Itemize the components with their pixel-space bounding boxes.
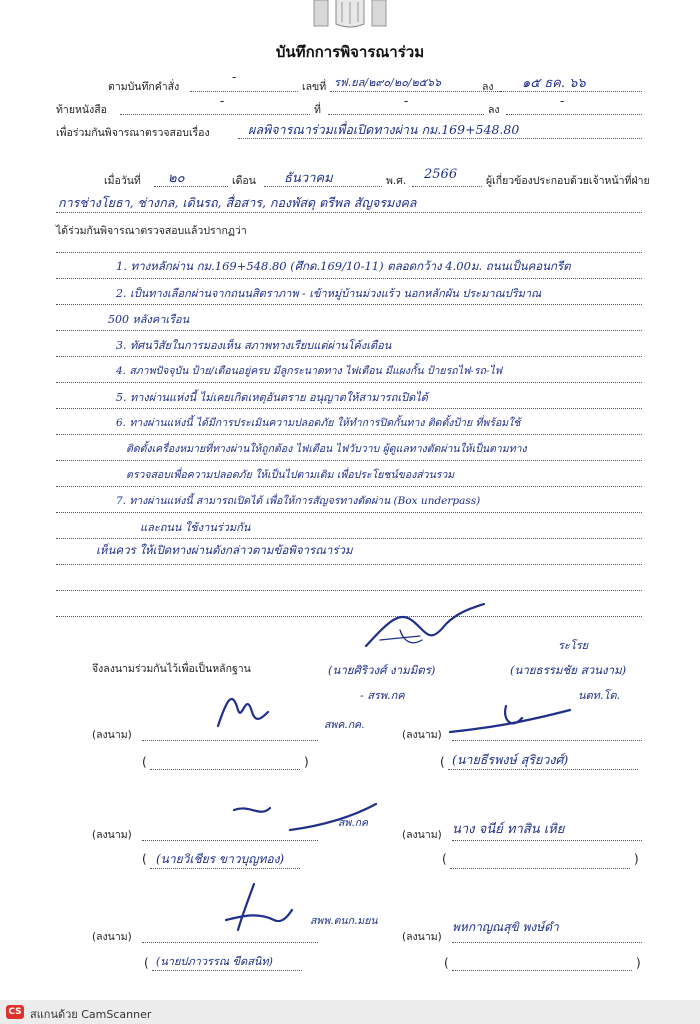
year-label: พ.ศ. bbox=[386, 175, 407, 187]
year-value: 2566 bbox=[424, 167, 458, 182]
sign-label-3: (ลงนาม) bbox=[92, 829, 132, 841]
signatory-1-title: สพค.กค. bbox=[324, 719, 365, 731]
order-label: ตามบันทึกคำสั่ง bbox=[108, 81, 180, 93]
day-label: เมื่อวันที่ bbox=[104, 175, 141, 187]
result-label: ได้ร่วมกันพิจารณาตรวจสอบแล้วปรากฏว่า bbox=[56, 225, 247, 237]
reference-value: - bbox=[220, 94, 225, 108]
finding-7-cont: และถนน ใช้งานร่วมกัน bbox=[140, 521, 251, 534]
number-value: รฟ.ยล/๒๙๐/๒๐/๒๕๖๖ bbox=[334, 76, 442, 89]
signatory-4-name: นาง จนีย์ ทาสิน เหิย bbox=[452, 822, 565, 837]
closing-text: จึงลงนามร่วมกันไว้เพื่อเป็นหลักฐาน bbox=[92, 663, 251, 675]
month-label: เดือน bbox=[232, 175, 256, 187]
finding-2-cont: 500 หลังคาเรือน bbox=[108, 313, 190, 326]
footer-text: สแกนด้วย CamScanner bbox=[30, 1008, 152, 1021]
finding-6: 6. ทางผ่านแห่งนี้ ได้มีการประเมินความปลอดภัย ให้ทำการปิดกั้นทาง ติดตั้งป้าย ที่พร้อมใช้ bbox=[116, 417, 521, 429]
reference-date-label: ลง bbox=[488, 104, 500, 116]
document-title: บันทึกการพิจารณาร่วม bbox=[275, 43, 425, 61]
signatory-6-name: พหกาญณสุขิ พงษ์ดำ bbox=[452, 920, 559, 934]
number-label: เลขที่ bbox=[302, 81, 327, 93]
sign-label-5: (ลงนาม) bbox=[92, 931, 132, 943]
signature-top-left bbox=[360, 600, 490, 656]
finding-3: 3. ทัศนวิสัยในการมองเห็น สภาพทางเรียบแต่ผ่านโค้งเตือน bbox=[116, 339, 392, 352]
emblem-icon bbox=[306, 0, 394, 30]
camscanner-icon: CS bbox=[6, 1005, 24, 1019]
signatory-3-title: สพ.กค bbox=[338, 817, 369, 829]
purpose-value: ผลพิจารณาร่วมเพื่อเปิดทางผ่าน กม.169+548.80 bbox=[248, 122, 520, 137]
reference-no-label: ที่ bbox=[314, 104, 321, 116]
finding-5: 5. ทางผ่านแห่งนี้ ไม่เคยเกิดเหตุอันตราย อนุญาตให้สามารถเปิดได้ bbox=[116, 391, 428, 404]
date-value: ๑๕ ธค. ๖๖ bbox=[522, 76, 586, 91]
purpose-label: เพื่อร่วมกันพิจารณาตรวจสอบเรื่อง bbox=[56, 127, 210, 139]
signatory-2-name: (นายธีรพงษ์ สุริยวงศ์) bbox=[452, 752, 569, 767]
sign-label-4: (ลงนาม) bbox=[402, 829, 442, 841]
top-right-note: ระโรย bbox=[558, 639, 589, 652]
signature-2 bbox=[446, 700, 576, 740]
participants-value: การช่างโยธา, ช่างกล, เดินรถ, สื่อสาร, กองพัสดุ ตรีพล สัญจรมงคล bbox=[58, 195, 417, 210]
top-right-name: (นายธรรมชัย สวนงาม) bbox=[510, 663, 627, 677]
participants-label: ผู้เกี่ยวข้องประกอบด้วยเจ้าหน้าที่ฝ่าย bbox=[486, 175, 650, 187]
finding-1: 1. ทางหลักผ่าน กม.169+548.80 (ศึกด.169/10-11) ตลอดกว้าง 4.00ม. ถนนเป็นคอนกรีต bbox=[116, 259, 571, 273]
finding-7: 7. ทางผ่านแห่งนี้ สามารถเปิดได้ เพื่อให้การสัญจรทางตัดผ่าน (Box underpass) bbox=[116, 495, 481, 507]
reference-no-value: - bbox=[404, 94, 409, 108]
month-value: ธันวาคม bbox=[284, 171, 333, 186]
reference-label: ท้ายหนังสือ bbox=[56, 104, 107, 116]
top-right-title: นตท.โต. bbox=[578, 689, 620, 702]
order-value: - bbox=[232, 70, 237, 84]
signature-5 bbox=[218, 880, 298, 936]
finding-4: 4. สภาพปัจจุบัน ป้าย/เตือนอยู่ครบ มีลูกระนาดทาง ไฟเตือน มีแผงกั้น ป้ายรถไฟ-รถ-ไฟ bbox=[116, 365, 503, 377]
date-label: ลง bbox=[482, 81, 494, 93]
reference-date-value: - bbox=[560, 94, 565, 108]
day-value: ๒๐ bbox=[168, 171, 185, 186]
conclusion-text: เห็นควร ให้เปิดทางผ่านดังกล่าวตามข้อพิจารณาร่วม bbox=[96, 543, 353, 557]
signature-1 bbox=[212, 682, 272, 732]
finding-6-cont-1: ติดตั้งเครื่องหมายที่ทางผ่านให้ถูกต้อง ไฟเตือน ไฟวับวาบ ผู้ดูแลทางตัดผ่านให้เป็นตามทาง bbox=[126, 443, 527, 455]
signatory-5-title: สพพ.ตนก.มยน bbox=[310, 915, 378, 927]
top-left-name: (นายศิริวงศ์ งามมิตร) bbox=[328, 663, 436, 677]
sign-label-6: (ลงนาม) bbox=[402, 931, 442, 943]
signatory-3-name: (นายวิเชียร ขาวบุญทอง) bbox=[156, 852, 285, 866]
finding-2: 2. เป็นทางเลือกผ่านจากถนนสิตราภาพ - เข้าหมู่บ้านม่วงแร้ว นอกหลักผัน ประมาณปริมาณ bbox=[116, 287, 542, 300]
signatory-1-paren: ( bbox=[142, 755, 147, 769]
top-left-title: - สรพ.กค bbox=[360, 689, 405, 702]
finding-6-cont-2: ตรวจสอบเพื่อความปลอดภัย ให้เป็นไปตามเดิม เพื่อประโยชน์ของส่วนรวม bbox=[126, 469, 455, 481]
sign-label-2: (ลงนาม) bbox=[402, 729, 442, 741]
sign-label-1: (ลงนาม) bbox=[92, 729, 132, 741]
signatory-5-name: (นายปภาวรรณ ขีดสนิท) bbox=[156, 955, 273, 968]
